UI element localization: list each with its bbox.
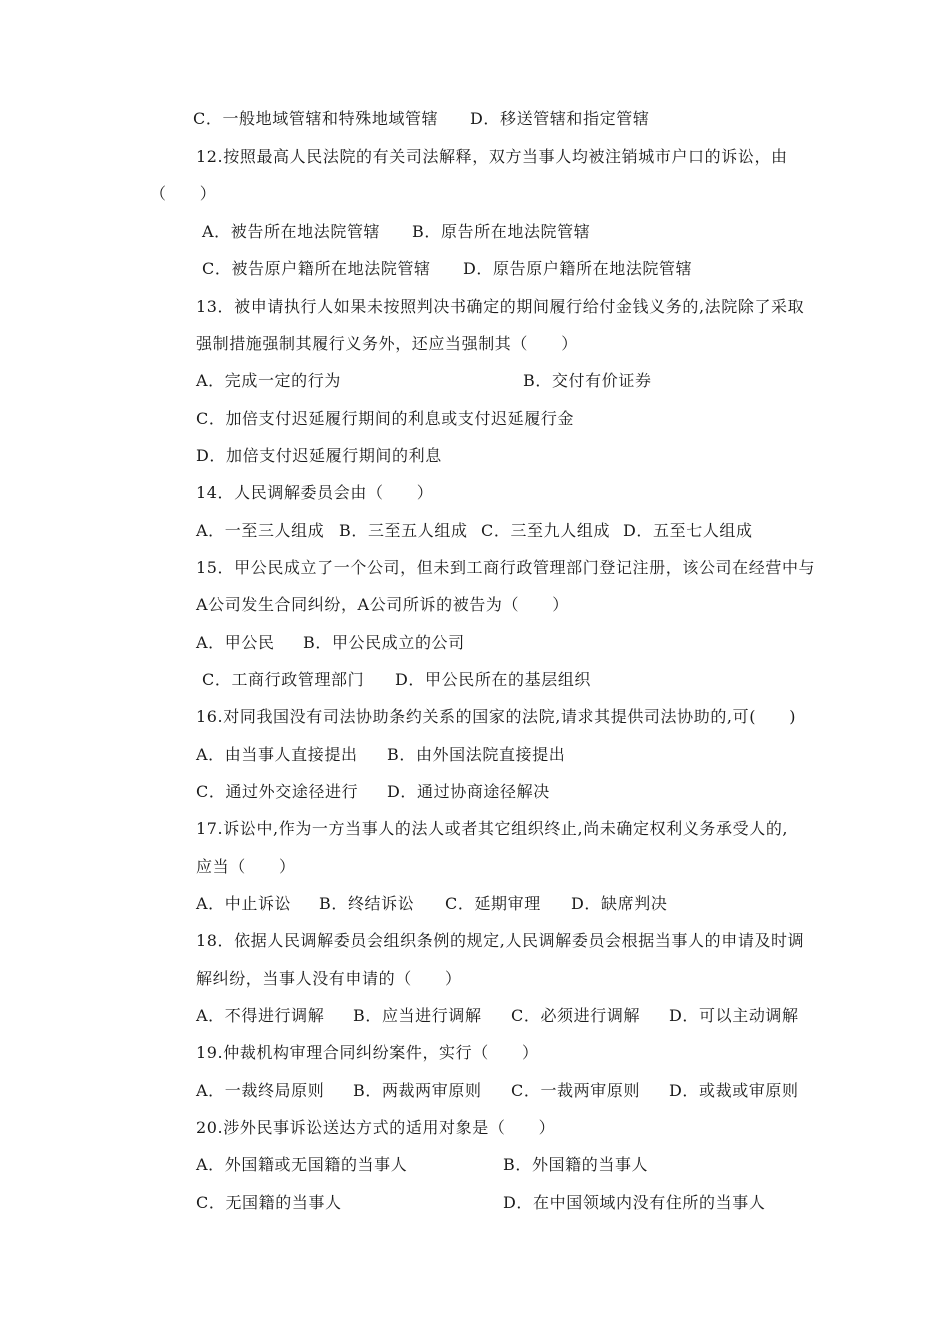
answer-option: C．通过外交途径进行 — [196, 782, 359, 801]
answer-option: A．外国籍或无国籍的当事人 — [196, 1155, 408, 1174]
answer-option: C．延期审理 — [445, 894, 541, 913]
line-text: （ ） — [150, 184, 217, 203]
line-text: 19.仲裁机构审理合同纠纷案件，实行（ ） — [196, 1043, 539, 1062]
line-text: 解纠纷，当事人没有申请的（ ） — [196, 969, 462, 988]
answer-option: B．三至五人组成 — [339, 521, 468, 540]
answer-option: B．外国籍的当事人 — [503, 1155, 649, 1174]
answer-option: B．两裁两审原则 — [353, 1081, 482, 1100]
line-text: D．加倍支付迟延履行期间的利息 — [196, 446, 442, 465]
line-text: 12.按照最高人民法院的有关司法解释，双方当事人均被注销城市户口的诉讼，由 — [196, 147, 788, 166]
answer-option: A．由当事人直接提出 — [196, 745, 358, 764]
line-text: 应当（ ） — [196, 857, 296, 876]
answer-option: C．一裁两审原则 — [511, 1081, 641, 1100]
answer-option: B．终结诉讼 — [319, 894, 415, 913]
line-text: 18．依据人民调解委员会组织条例的规定,人民调解委员会根据当事人的申请及时调 — [196, 931, 805, 950]
answer-option: A．被告所在地法院管辖 — [202, 222, 381, 241]
line-text: A公司发生合同纠纷，A公司所诉的被告为（ ） — [196, 595, 569, 614]
answer-option: B．应当进行调解 — [353, 1006, 482, 1025]
answer-option: A．完成一定的行为 — [196, 371, 341, 390]
answer-option: D．甲公民所在的基层组织 — [395, 670, 592, 689]
answer-option: C．工商行政管理部门 — [202, 670, 365, 689]
answer-option: D．移送管辖和指定管辖 — [470, 109, 650, 128]
answer-option: B．原告所在地法院管辖 — [412, 222, 591, 241]
line-text: 15．甲公民成立了一个公司，但未到工商行政管理部门登记注册，该公司在经营中与 — [196, 558, 816, 577]
line-text: 16.对同我国没有司法协助条约关系的国家的法院,请求其提供司法协助的,可( ) — [196, 707, 797, 726]
line-text: 20.涉外民事诉讼送达方式的适用对象是（ ） — [196, 1118, 556, 1137]
answer-option: A．一至三人组成 — [196, 521, 325, 540]
line-text: 17.诉讼中,作为一方当事人的法人或者其它组织终止,尚未确定权利义务承受人的, — [196, 819, 789, 838]
answer-option: B．甲公民成立的公司 — [303, 633, 465, 652]
line-text: 14．人民调解委员会由（ ） — [196, 483, 434, 502]
line-text: C．加倍支付迟延履行期间的利息或支付迟延履行金 — [196, 409, 575, 428]
answer-option: C．三至九人组成 — [481, 521, 611, 540]
answer-option: A．中止诉讼 — [196, 894, 292, 913]
answer-option: B．交付有价证券 — [523, 371, 652, 390]
line-text: 13．被申请执行人如果未按照判决书确定的期间履行给付金钱义务的,法院除了采取 — [196, 297, 805, 316]
answer-option: A．不得进行调解 — [196, 1006, 325, 1025]
answer-option: A．一裁终局原则 — [196, 1081, 325, 1100]
answer-option: D．在中国领域内没有住所的当事人 — [503, 1193, 766, 1212]
answer-option: D．缺席判决 — [571, 894, 668, 913]
line-text: 强制措施强制其履行义务外，还应当强制其（ ） — [196, 334, 578, 353]
answer-option: D．原告原户籍所在地法院管辖 — [463, 259, 693, 278]
answer-option: C．一般地域管辖和特殊地域管辖 — [193, 109, 439, 128]
answer-option: D．通过协商途径解决 — [387, 782, 550, 801]
answer-option: A．甲公民 — [196, 633, 275, 652]
answer-option: B．由外国法院直接提出 — [387, 745, 566, 764]
answer-option: D．可以主动调解 — [669, 1006, 799, 1025]
answer-option: C．被告原户籍所在地法院管辖 — [202, 259, 431, 278]
answer-option: D．或裁或审原则 — [669, 1081, 799, 1100]
answer-option: C．无国籍的当事人 — [196, 1193, 342, 1212]
answer-option: C．必须进行调解 — [511, 1006, 641, 1025]
answer-option: D．五至七人组成 — [623, 521, 753, 540]
